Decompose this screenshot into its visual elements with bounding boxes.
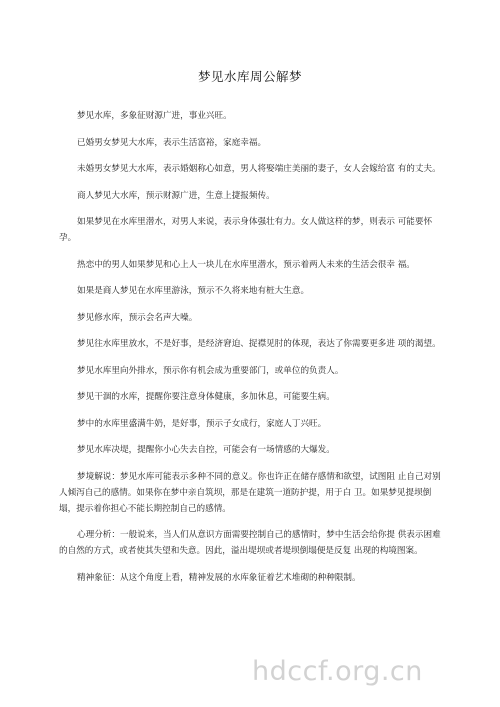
paragraph: 已婚男女梦见大水库，表示生活富裕，家庭幸福。 <box>77 137 267 148</box>
paragraph: 商人梦见大水库，预示财源广进，生意上捷报频传。 <box>77 190 275 201</box>
paragraph: 梦见水库里向外排水，预示你有机会成为重要部门，或单位的负责人。 <box>77 365 344 376</box>
paragraph: 如果梦见在水库里潜水，对男人来说，表示身体强壮有力。女人做这样的梦，则表示 可能要怀孕。 <box>59 217 433 243</box>
paragraph: 未婚男女梦见大水库，表示婚姻称心如意，男人将娶端庄美丽的妻子，女人会嫁给富 有的丈夫。 <box>77 164 441 174</box>
watermark: hdccf.org.cn <box>252 656 423 687</box>
paragraph: 梦见水库，多象征财源广进，事业兴旺。 <box>77 111 232 121</box>
paragraph: 梦境解说：梦见水库可能表示多种不同的意义。你也许正在储存感情和欲望，试图阻 止自己对别人倾泻自己的感情。如果你在梦中亲自筑坝，那是在建筑一道防护提，用于白 卫。如果梦见提坝倒塌，提示着你担心不能长期控制自己的感情。 <box>59 471 441 514</box>
paragraph: 热恋中的男人如果梦见和心上人一块儿在水库里潜水，预示着两人未来的生活会很幸 福。 <box>77 259 415 270</box>
paragraph: 精神象征：从这个角度上看，精神发展的水库象征着艺术堆砌的种种限制。 <box>77 572 361 583</box>
paragraph: 梦见修水库，预示会名声大噪。 <box>77 312 198 323</box>
document-title: 梦见水库周公解梦 <box>197 69 302 84</box>
paragraph: 梦见往水库里放水，不是好事，是经济窘迫、捉襟见肘的体现，表达了你需要更多进 项的渴望。 <box>77 339 441 349</box>
paragraph: 梦见水库决堤，提醒你小心失去自控，可能会有一场情感的大爆发。 <box>77 445 335 455</box>
paragraph: 梦中的水库里盛满牛奶，是好事，预示子女成行，家庭人丁兴旺。 <box>77 418 327 429</box>
document-body <box>59 108 443 596</box>
paragraph: 如果是商人梦见在水库里游泳，预示不久将来地有桩大生意。 <box>77 286 310 296</box>
paragraph: 梦见干涸的水库，提醒你要注意身体健康，多加休息，可能要生病。 <box>77 392 335 402</box>
paragraph: 心理分析：一般说来，当人们从意识方面需要控制自己的感情时，梦中生活会给你提 供表示困难的自然的方式，或者使其失望和失意。因此，溢出堤坝或者堤坝倒塌便是反复 出现的构境图案。 <box>59 530 441 556</box>
